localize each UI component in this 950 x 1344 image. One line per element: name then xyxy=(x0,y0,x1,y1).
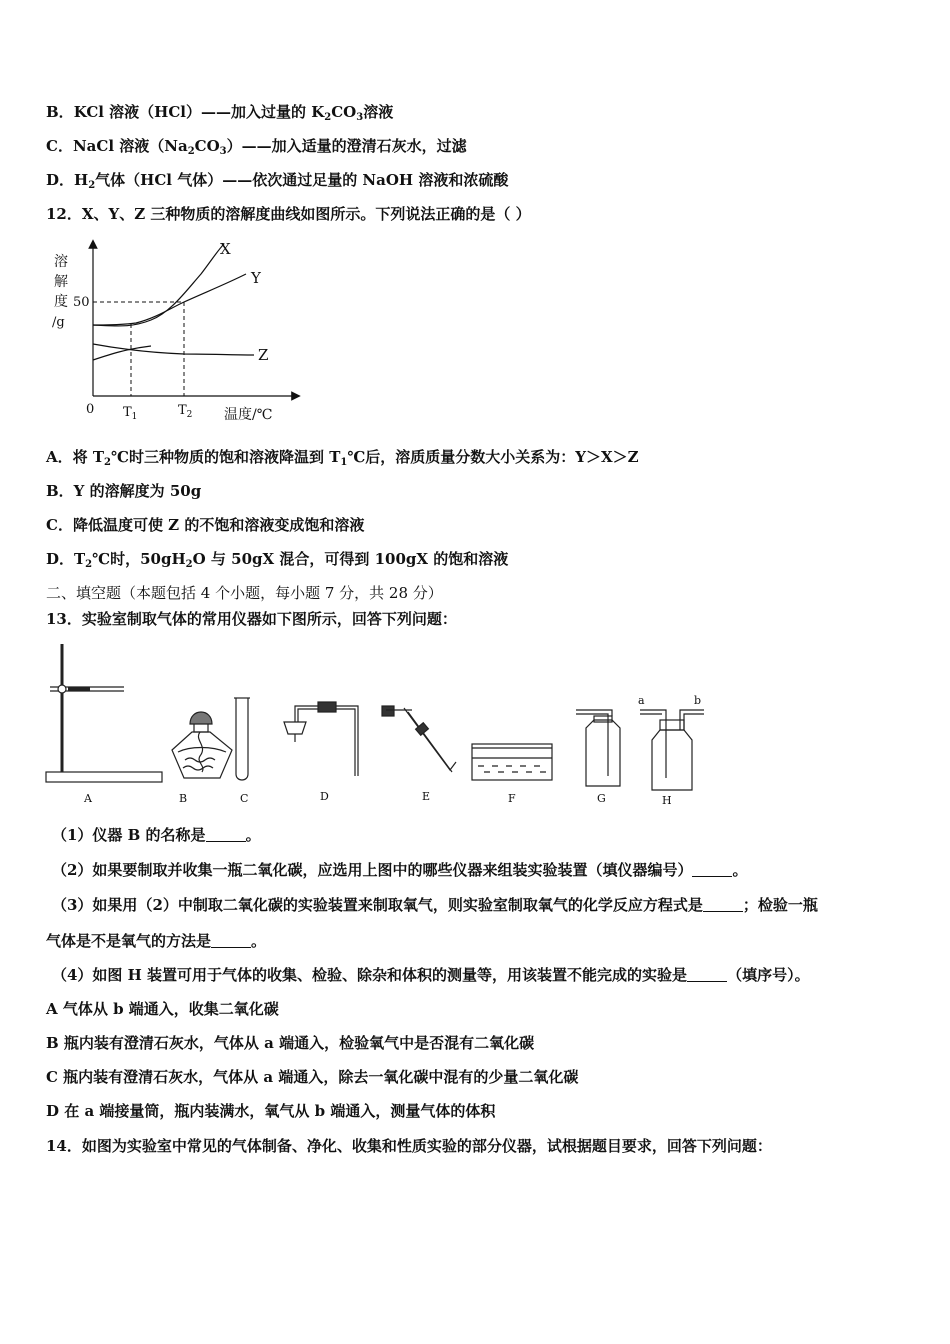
subscript: 2 xyxy=(324,112,332,123)
gas-bottle-g xyxy=(576,710,620,786)
curve-z xyxy=(93,344,254,355)
q13-choice-b: B 瓶内装有澄清石灰水，气体从 a 端通入，检验氧气中是否混有二氧化碳 xyxy=(46,1034,535,1052)
question-text: 。 xyxy=(245,826,261,844)
curve-label: X xyxy=(220,240,231,258)
q11-option-c xyxy=(46,136,467,162)
subscript: 2 xyxy=(185,559,193,570)
q11-option-d xyxy=(46,170,508,196)
option-text: A．将 T xyxy=(46,448,105,466)
option-text: D．T xyxy=(46,550,86,568)
option-letter: C． xyxy=(46,137,73,155)
question-text: 。 xyxy=(732,861,748,879)
gas-bottle-h xyxy=(640,710,704,790)
q13-sub4 xyxy=(52,965,810,985)
t1-label: $T_1$ xyxy=(123,405,138,422)
q12-stem: 12．X、Y、Z 三种物质的溶解度曲线如图所示。下列说法正确的是（ ） xyxy=(46,205,531,223)
answer-blank[interactable] xyxy=(211,933,251,948)
q11-option-b xyxy=(46,102,393,128)
apparatus-label: H xyxy=(662,794,672,807)
q12-option-a xyxy=(46,447,639,473)
option-text: ℃时，50gH xyxy=(92,550,186,568)
question-text: ；检验一瓶 xyxy=(742,896,818,914)
option-text: 气体（HCl 气体）——依次通过足量的 NaOH 溶液和浓硫酸 xyxy=(95,171,509,189)
option-text: ℃后，溶质质量分数大小关系为：Y＞X＞Z xyxy=(347,448,639,466)
funnel-with-delivery-tube xyxy=(284,702,358,776)
subscript: 3 xyxy=(356,112,364,123)
x-axis-label: 温度/℃ xyxy=(224,407,273,423)
subscript: 3 xyxy=(219,146,227,157)
subscript: 2 xyxy=(88,180,96,191)
t2-label: $T_2$ xyxy=(178,403,193,420)
subscript: 2 xyxy=(187,146,195,157)
y-tick-label: 50 xyxy=(73,295,90,310)
ylabel-char: 溶 xyxy=(54,254,68,270)
curve-label: Y xyxy=(251,269,261,287)
answer-blank[interactable] xyxy=(703,897,743,912)
subscript: 2 xyxy=(104,457,111,468)
q13-sub3-continued xyxy=(46,931,266,951)
iron-stand xyxy=(46,644,162,782)
question-text: 。 xyxy=(251,932,267,950)
apparatus-label: B xyxy=(179,792,188,805)
origin-label: 0 xyxy=(86,402,95,417)
port-label-b: b xyxy=(694,694,702,707)
option-text: 溶液 xyxy=(363,103,394,121)
answer-blank[interactable] xyxy=(206,827,246,842)
apparatus-label: A xyxy=(84,792,92,805)
answer-blank[interactable] xyxy=(687,967,727,982)
q13-stem: 13．实验室制取气体的常用仪器如下图所示，回答下列问题： xyxy=(46,610,457,628)
apparatus-label: C xyxy=(240,792,249,805)
option-text: H xyxy=(74,171,89,189)
option-letter: D． xyxy=(46,171,75,189)
water-trough xyxy=(472,744,552,780)
option-text: ）——加入适量的澄清石灰水，过滤 xyxy=(226,137,467,155)
ylabel-char: 解 xyxy=(54,274,68,290)
q13-sub1 xyxy=(52,825,261,845)
solubility-graph xyxy=(46,236,306,426)
q12-option-b: B．Y 的溶解度为 50g xyxy=(46,482,202,500)
question-text: 气体是不是氧气的方法是 xyxy=(46,932,212,950)
option-text: NaCl 溶液（Na xyxy=(72,137,188,155)
q13-choice-d: D 在 a 端接量筒，瓶内装满水，氧气从 b 端通入，测量气体的体积 xyxy=(46,1102,496,1120)
option-text: ℃时三种物质的饱和溶液降温到 T xyxy=(111,448,341,466)
ylabel-char: 度 xyxy=(54,294,68,310)
question-text: （3）如果用（2）中制取二氧化碳的实验装置来制取氧气，则实验室制取氧气的化学反应方程式是 xyxy=(52,896,703,914)
section-heading: 二、填空题（本题包括 4 个小题，每小题 7 分，共 28 分） xyxy=(46,584,443,602)
q12-option-d xyxy=(46,549,508,575)
lab-apparatus-diagram xyxy=(40,640,720,810)
q14-stem: 14．如图为实验室中常见的气体制备、净化、收集和性质实验的部分仪器，试根据题目要求，回答下列问题： xyxy=(46,1137,772,1155)
option-text: CO xyxy=(194,137,220,155)
option-text: CO xyxy=(331,103,357,121)
q13-choice-a: A 气体从 b 端通入，收集二氧化碳 xyxy=(46,1000,279,1018)
alcohol-lamp xyxy=(172,712,232,778)
option-text: O 与 50gX 混合，可得到 100gX 的饱和溶液 xyxy=(192,550,509,568)
port-label-a: a xyxy=(638,694,645,707)
apparatus-label: E xyxy=(422,790,431,803)
subscript: 1 xyxy=(340,457,348,468)
ylabel-char: /g xyxy=(52,315,65,330)
question-text: （1）仪器 B 的名称是 xyxy=(52,826,206,844)
stopper-with-bent-tube xyxy=(382,706,456,772)
subscript: 2 xyxy=(85,559,93,570)
q13-sub2 xyxy=(52,860,747,880)
curve-y xyxy=(93,274,246,325)
option-letter: B． xyxy=(46,103,74,121)
question-text: （填序号）。 xyxy=(727,966,810,984)
option-text: KCl 溶液（HCl）——加入过量的 K xyxy=(73,103,325,121)
q13-choice-c: C 瓶内装有澄清石灰水，气体从 a 端通入，除去一氧化碳中混有的少量二氧化碳 xyxy=(46,1068,579,1086)
question-text: （4）如图 H 装置可用于气体的收集、检验、除杂和体积的测量等，用该装置不能完成的实验是 xyxy=(52,966,688,984)
q13-sub3 xyxy=(52,895,818,915)
apparatus-label: G xyxy=(597,792,606,805)
answer-blank[interactable] xyxy=(692,862,732,877)
apparatus-label: D xyxy=(320,790,329,803)
apparatus-label: F xyxy=(508,792,516,805)
curve-label: Z xyxy=(258,346,269,364)
test-tube xyxy=(234,698,250,780)
question-text: （2）如果要制取并收集一瓶二氧化碳，应选用上图中的哪些仪器来组装实验装置（填仪器编号） xyxy=(52,861,693,879)
curve-x xyxy=(93,244,224,326)
q12-option-c: C．降低温度可使 Z 的不饱和溶液变成饱和溶液 xyxy=(46,516,365,534)
